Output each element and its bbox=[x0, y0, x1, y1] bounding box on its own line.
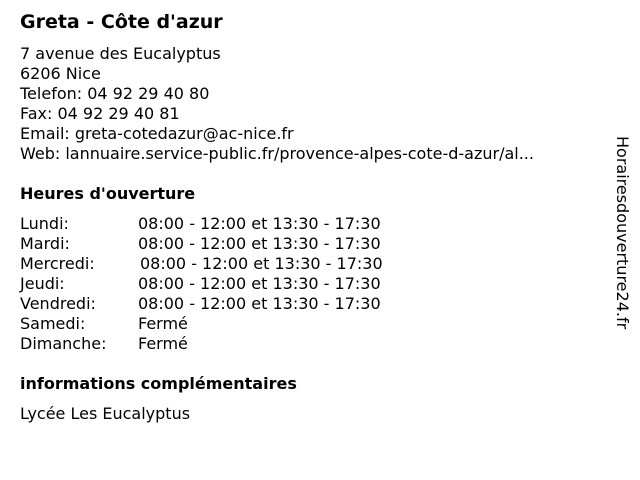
fax-number: Fax: 04 92 29 40 81 bbox=[20, 104, 180, 123]
hours-time: 08:00 - 12:00 et 13:30 - 17:30 bbox=[138, 234, 381, 253]
hours-day: Mercredi: bbox=[20, 254, 95, 273]
hours-time: Fermé bbox=[138, 314, 188, 333]
page-title: Greta - Côte d'azur bbox=[20, 11, 223, 33]
email-address: Email: greta-cotedazur@ac-nice.fr bbox=[20, 124, 294, 143]
hours-day: Vendredi: bbox=[20, 294, 96, 313]
hours-row-wednesday bbox=[20, 254, 440, 274]
hours-row-saturday bbox=[20, 314, 440, 334]
hours-time: 08:00 - 12:00 et 13:30 - 17:30 bbox=[138, 274, 381, 293]
address-block bbox=[20, 44, 534, 164]
city: 6206 Nice bbox=[20, 64, 101, 83]
side-brand-watermark: Horairesdouverture24.fr bbox=[613, 136, 632, 330]
phone-number: Telefon: 04 92 29 40 80 bbox=[20, 84, 210, 103]
hours-row-friday bbox=[20, 294, 440, 314]
hours-row-monday bbox=[20, 214, 440, 234]
hours-time: 08:00 - 12:00 et 13:30 - 17:30 bbox=[138, 294, 381, 313]
street-address: 7 avenue des Eucalyptus bbox=[20, 44, 221, 63]
hours-time: 08:00 - 12:00 et 13:30 - 17:30 bbox=[140, 254, 383, 273]
hours-heading: Heures d'ouverture bbox=[20, 184, 196, 203]
info-heading: informations complémentaires bbox=[20, 374, 297, 393]
hours-day: Mardi: bbox=[20, 234, 70, 253]
hours-day: Dimanche: bbox=[20, 334, 107, 353]
hours-row-sunday bbox=[20, 334, 440, 354]
hours-day: Lundi: bbox=[20, 214, 69, 233]
hours-row-thursday bbox=[20, 274, 440, 294]
info-text: Lycée Les Eucalyptus bbox=[20, 404, 191, 423]
hours-time: Fermé bbox=[138, 334, 188, 353]
hours-day: Samedi: bbox=[20, 314, 86, 333]
opening-hours-table bbox=[20, 214, 440, 354]
hours-row-tuesday bbox=[20, 234, 440, 254]
hours-time: 08:00 - 12:00 et 13:30 - 17:30 bbox=[138, 214, 381, 233]
hours-day: Jeudi: bbox=[20, 274, 65, 293]
website-link[interactable]: Web: lannuaire.service-public.fr/provence-alpes-cote-d-azur/al... bbox=[20, 144, 534, 163]
